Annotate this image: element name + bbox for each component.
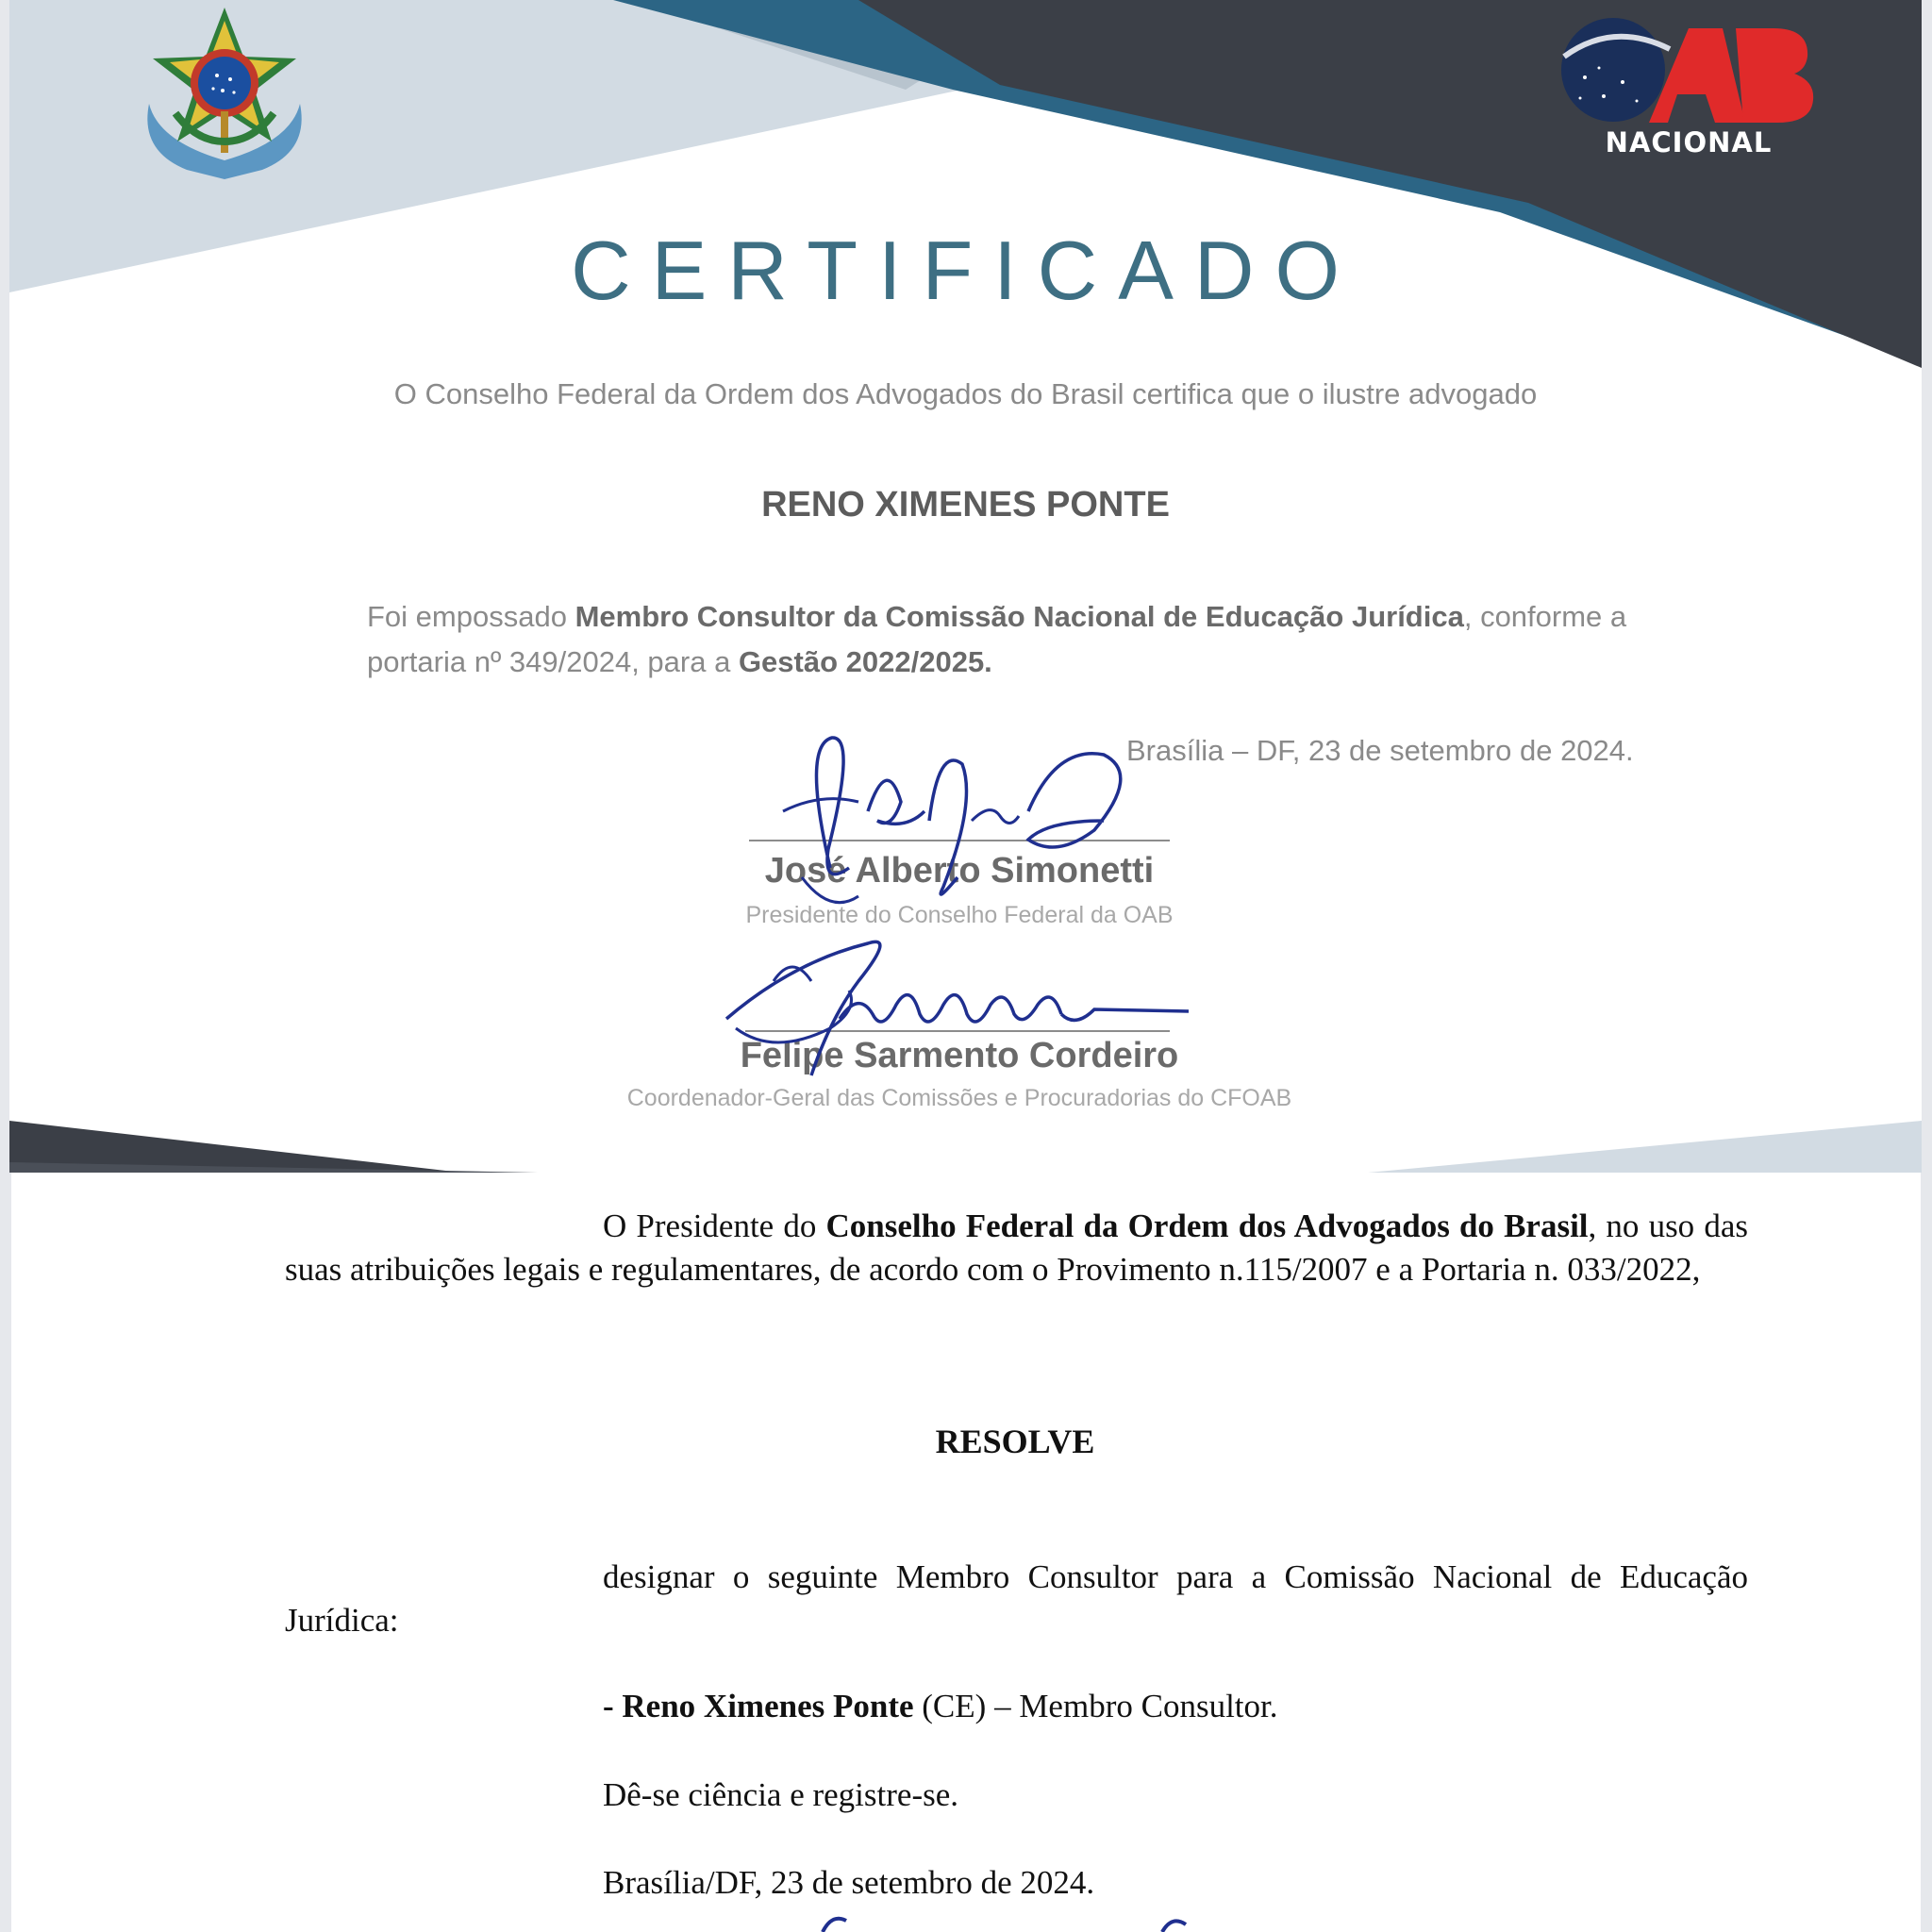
- member-suffix: (CE) – Membro Consultor.: [913, 1688, 1278, 1724]
- resolve-heading: RESOLVE: [935, 1423, 1095, 1460]
- body-bold-2: Gestão 2022/2025.: [738, 645, 992, 678]
- certificate-intro: O Conselho Federal da Ordem dos Advogados do Brasil certifica que o ilustre advogado: [393, 377, 1538, 410]
- certificate: [9, 0, 1922, 1173]
- oab-nacional-label: NACIONAL: [1605, 126, 1773, 158]
- portaria-paragraph-2: designar o seguinte Membro Consultor para a Comissão Nacional de Educação Jurídica:: [285, 1558, 1748, 1639]
- p1-bold: Conselho Federal da Ordem dos Advogados do Brasil: [825, 1208, 1589, 1244]
- recipient-name: RENO XIMENES PONTE: [761, 485, 1170, 525]
- certificate-date: Brasília – DF, 23 de setembro de 2024.: [1126, 734, 1634, 767]
- body-bold-1: Membro Consultor da Comissão Nacional de Educação Jurídica: [575, 600, 1464, 633]
- body-text-1: Foi empossado: [367, 600, 575, 633]
- certificate-title: CERTIFICADO: [571, 224, 1360, 317]
- member-name: Reno Ximenes Ponte: [622, 1688, 914, 1724]
- body-text-2: , conforme a portaria nº 349/2024, para a: [367, 600, 1627, 678]
- signature-2-icon: [717, 924, 1208, 1094]
- p1-text-2: , no uso das suas atribuições legais e regulamentares, de acordo com o Provimento n.115/2007 e a Portaria n. 033/2022,: [285, 1208, 1748, 1288]
- certificate-body: [367, 594, 1688, 685]
- coat-of-arms-icon: [130, 0, 319, 184]
- portaria-paragraph-1: [285, 1205, 1748, 1291]
- signatory-1-name: José Alberto Simonetti: [764, 851, 1155, 891]
- portaria-document: [11, 1173, 1921, 1932]
- signature-3-icon: [804, 1913, 1200, 1932]
- member-prefix: -: [603, 1688, 623, 1724]
- signatory-2-name: Felipe Sarmento Cordeiro: [740, 1036, 1179, 1075]
- member-line: [603, 1688, 1278, 1725]
- p1-text-1: O Presidente do: [603, 1208, 826, 1244]
- signatory-2-role: Coordenador-Geral das Comissões e Procuradorias do CFOAB: [626, 1085, 1292, 1111]
- signatory-1-role: Presidente do Conselho Federal da OAB: [745, 902, 1174, 928]
- closing-line: Dê-se ciência e registre-se.: [603, 1776, 959, 1813]
- signature-1-icon: [745, 726, 1170, 915]
- portaria-date: Brasília/DF, 23 de setembro de 2024.: [603, 1864, 1095, 1901]
